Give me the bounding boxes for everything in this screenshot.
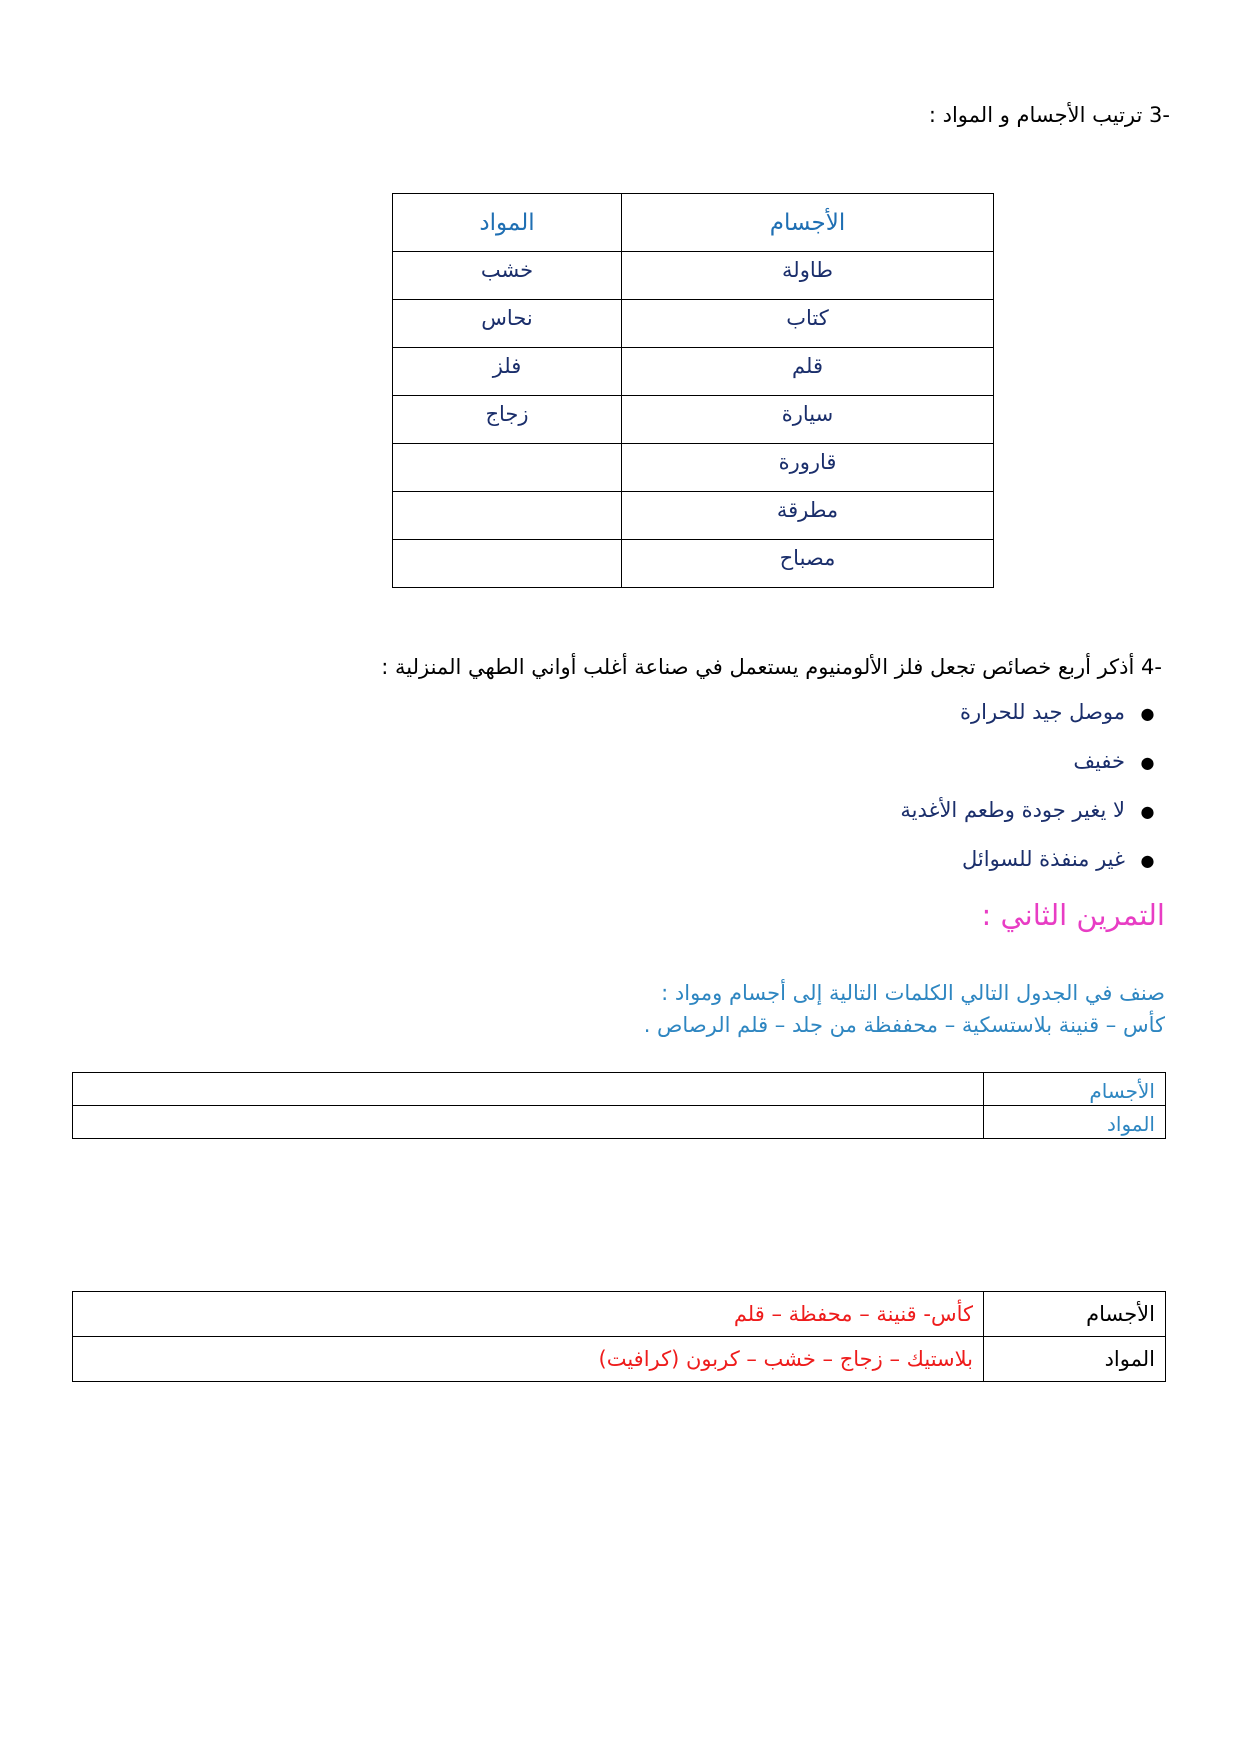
list-item <box>900 844 1170 893</box>
object-cell: كتاب <box>622 300 994 348</box>
materials-column-header: المواد <box>393 194 622 252</box>
property-text: لا يغير جودة وطعم الأغدية <box>900 798 1125 822</box>
exercise-2-title: التمرين الثاني : <box>981 898 1165 932</box>
objects-label: الأجسام <box>984 1073 1166 1106</box>
objects-label: الأجسام <box>984 1292 1166 1337</box>
material-cell: فلز <box>393 348 622 396</box>
exercise-2-word-list: كأس – قنينة بلاستسكية – محففظة من جلد – قلم الرصاص . <box>643 1013 1165 1037</box>
list-item <box>900 697 1170 746</box>
property-text: غير منفذة للسوائل <box>961 847 1125 871</box>
materials-label: المواد <box>984 1106 1166 1139</box>
section-3-heading: -3 ترتيب الأجسام و المواد : <box>928 103 1170 127</box>
objects-answer-cell <box>73 1073 984 1106</box>
table-row <box>393 252 994 300</box>
table-row <box>73 1073 1166 1106</box>
table-row <box>393 444 994 492</box>
object-cell: طاولة <box>622 252 994 300</box>
table-row <box>73 1292 1166 1337</box>
list-item <box>900 746 1170 795</box>
table-header-row <box>393 194 994 252</box>
material-cell <box>393 492 622 540</box>
bullet-icon: ● <box>1140 851 1155 870</box>
materials-label: المواد <box>984 1337 1166 1382</box>
objects-column-header: الأجسام <box>622 194 994 252</box>
material-cell <box>393 444 622 492</box>
bullet-icon: ● <box>1140 753 1155 772</box>
list-item <box>900 795 1170 844</box>
table-row <box>393 348 994 396</box>
table-row <box>393 396 994 444</box>
properties-list <box>900 697 1170 893</box>
material-cell <box>393 540 622 588</box>
table-row <box>393 540 994 588</box>
object-cell: مصباح <box>622 540 994 588</box>
object-cell: قارورة <box>622 444 994 492</box>
object-cell: قلم <box>622 348 994 396</box>
table-row <box>393 492 994 540</box>
property-text: موصل جيد للحرارة <box>960 700 1125 724</box>
property-text: خفيف <box>1073 749 1125 773</box>
table-row <box>73 1106 1166 1139</box>
bullet-icon: ● <box>1140 704 1155 723</box>
exercise-2-instruction: صنف في الجدول التالي الكلمات التالية إلى أجسام ومواد : <box>661 981 1165 1005</box>
objects-answer: كأس- قنينة – محفظة – قلم <box>73 1292 984 1337</box>
material-cell: خشب <box>393 252 622 300</box>
section-4-question: -4 أذكر أربع خصائص تجعل فلز الألومنيوم يستعمل في صناعة أغلب أواني الطهي المنزلية : <box>381 655 1162 679</box>
object-cell: سيارة <box>622 396 994 444</box>
table-row <box>73 1337 1166 1382</box>
material-cell: نحاس <box>393 300 622 348</box>
bullet-icon: ● <box>1140 802 1155 821</box>
table-row <box>393 300 994 348</box>
material-cell: زجاج <box>393 396 622 444</box>
classification-table <box>72 1072 1166 1139</box>
answer-table <box>72 1291 1166 1382</box>
objects-materials-table <box>392 193 994 588</box>
materials-answer: بلاستيك – زجاج – خشب – كربون (كرافيت) <box>73 1337 984 1382</box>
materials-answer-cell <box>73 1106 984 1139</box>
object-cell: مطرقة <box>622 492 994 540</box>
